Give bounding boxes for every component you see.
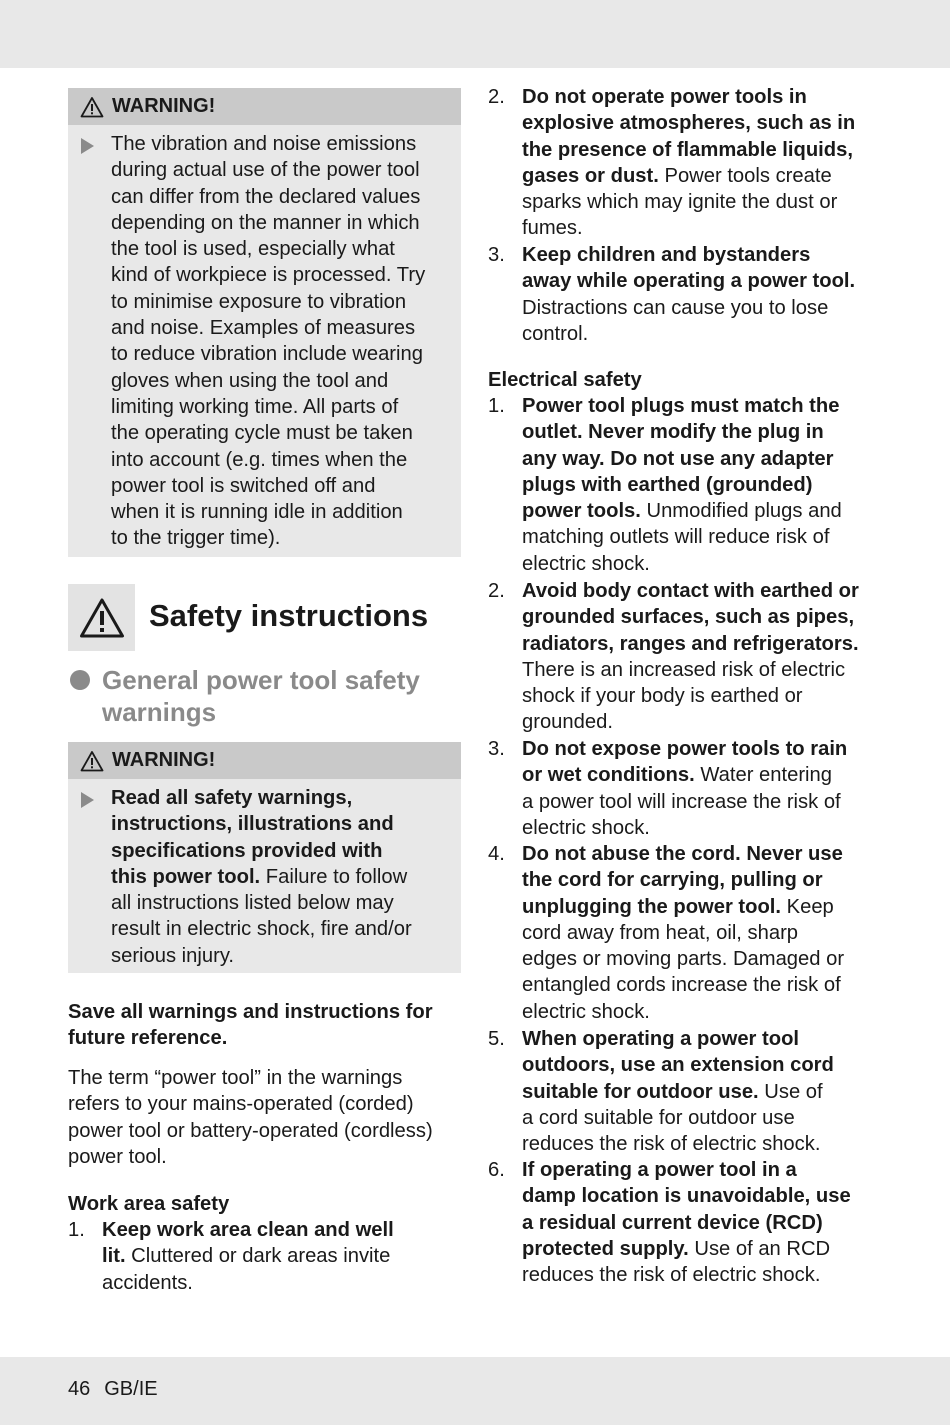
text-line: into account (e.g. times when the: [111, 448, 408, 471]
section-icon-box: [68, 584, 135, 651]
text-line: all instructions listed below may: [111, 892, 394, 915]
text-line: any way. Do not use any adapter: [522, 447, 834, 470]
text-line: [522, 163, 892, 189]
text-line: explosive atmospheres, such as in: [522, 112, 856, 135]
item-number: 1.: [488, 395, 505, 417]
text-line: specifications provided with: [111, 839, 383, 862]
text-line: plugs with earthed (grounded): [522, 473, 813, 496]
text-line: a cord suitable for outdoor use: [522, 1106, 795, 1129]
text-line: the presence of flammable liquids,: [522, 138, 853, 161]
text-line: instructions, illustrations and: [111, 813, 394, 836]
normal-span: Water entering: [694, 764, 832, 787]
text-line: future reference.: [68, 1027, 228, 1050]
text-line: matching outlets will reduce risk of: [522, 526, 830, 549]
text-line: Do not expose power tools to rain: [522, 738, 848, 760]
text-line: and noise. Examples of measures: [111, 317, 416, 340]
text-line: the tool is used, especially what: [111, 238, 395, 261]
warning-label: WARNING!: [112, 95, 216, 117]
text-line: Avoid body contact with earthed or: [522, 580, 859, 602]
subsection-title-line: General power tool safety: [102, 665, 420, 695]
warning-triangle-icon: [80, 750, 104, 772]
item-content: [522, 841, 892, 1025]
text-line: refers to your mains-operated (corded): [68, 1093, 414, 1116]
normal-span: Failure to follow: [260, 865, 408, 888]
text-line: the operating cycle must be taken: [111, 422, 413, 445]
text-line: to the trigger time).: [111, 527, 281, 550]
warning-text: [111, 131, 451, 552]
text-line: [522, 498, 892, 524]
item-number: 2.: [488, 86, 505, 108]
text-line: Keep children and bystanders: [522, 244, 811, 266]
bold-span: this power tool.: [111, 865, 261, 888]
text-line: Distractions can cause you to lose: [522, 296, 829, 319]
text-line: sparks which may ignite the dust or: [522, 191, 838, 214]
text-line: electric shock.: [522, 816, 650, 839]
item-content: [522, 393, 892, 577]
text-line: power tool is switched off and: [111, 474, 376, 497]
normal-span: Keep: [781, 895, 834, 918]
item-content: [522, 1026, 892, 1157]
item-number: 2.: [488, 580, 505, 602]
text-line: power tool or battery-operated (cordless): [68, 1119, 433, 1142]
item-number: 3.: [488, 244, 505, 266]
text-line: electric shock.: [522, 552, 650, 575]
page-number: 46: [68, 1378, 91, 1400]
text-line: serious injury.: [111, 944, 235, 967]
item-content: [522, 242, 892, 347]
text-line: grounded surfaces, such as pipes,: [522, 606, 855, 629]
bold-span: or wet conditions.: [522, 764, 695, 787]
text-line: If operating a power tool in a: [522, 1159, 797, 1181]
subsection-title: [102, 664, 462, 728]
electrical-heading: Electrical safety: [488, 369, 642, 391]
text-line: cord away from heat, oil, sharp: [522, 921, 799, 944]
text-line: a power tool will increase the risk of: [522, 790, 841, 813]
item-number: 4.: [488, 843, 505, 865]
warning-body: [68, 779, 461, 975]
normal-span: Use of an RCD: [688, 1237, 831, 1260]
warning-header: [68, 742, 461, 779]
normal-span: Unmodified plugs and: [640, 500, 842, 523]
subsection-bullet-icon: [70, 670, 90, 690]
text-line: electric shock.: [522, 1000, 650, 1023]
item-number: 1.: [68, 1219, 85, 1241]
bold-span: power tools.: [522, 500, 641, 523]
text-line: outlet. Never modify the plug in: [522, 421, 824, 444]
bullet-arrow-icon: [81, 138, 94, 154]
normal-span: Use of: [758, 1080, 823, 1103]
text-line: The term “power tool” in the warnings: [68, 1067, 403, 1089]
warning-header: [68, 88, 461, 125]
locale-code: GB/IE: [104, 1378, 158, 1400]
footer: [68, 1378, 158, 1401]
work-area-heading: Work area safety: [68, 1193, 230, 1215]
subsection-title-line: warnings: [102, 697, 217, 727]
text-line: limiting working time. All parts of: [111, 395, 399, 418]
normal-span: Cluttered or dark areas invite: [125, 1245, 391, 1268]
text-line: shock if your body is earthed or: [522, 685, 803, 708]
item-content: [102, 1217, 394, 1296]
text-line: Keep work area clean and well: [102, 1219, 394, 1241]
text-line: reduces the risk of electric shock.: [522, 1264, 821, 1287]
text-line: [522, 1079, 892, 1105]
text-line: accidents.: [102, 1271, 193, 1294]
text-line: [522, 1236, 892, 1262]
text-line: the cord for carrying, pulling or: [522, 869, 823, 892]
warning-body: [68, 125, 461, 558]
vibration-warning-box: [68, 88, 461, 557]
text-line: edges or moving parts. Damaged or: [522, 948, 845, 971]
text-line: to minimise exposure to vibration: [111, 290, 407, 313]
text-line: Do not operate power tools in: [522, 86, 807, 108]
text-line: Power tool plugs must match the: [522, 395, 840, 417]
text-line: can differ from the declared values: [111, 185, 421, 208]
text-line: radiators, ranges and refrigerators.: [522, 632, 859, 655]
item-content: [522, 578, 892, 736]
item-number: 3.: [488, 738, 505, 760]
header-band: [0, 0, 950, 68]
text-line: reduces the risk of electric shock.: [522, 1133, 821, 1156]
bold-span: unplugging the power tool.: [522, 895, 782, 918]
text-line: [111, 864, 451, 890]
text-line: when it is running idle in addition: [111, 501, 403, 524]
item-number: 6.: [488, 1159, 505, 1181]
warning-triangle-icon: [80, 96, 104, 118]
text-line: grounded.: [522, 711, 613, 734]
section-title: Safety instructions: [149, 598, 429, 633]
text-line: entangled cords increase the risk of: [522, 974, 841, 997]
term-paragraph: [68, 1065, 433, 1170]
warning-triangle-icon: [79, 597, 125, 639]
bold-span: protected supply.: [522, 1237, 689, 1260]
text-line: during actual use of the power tool: [111, 159, 420, 182]
text-line: control.: [522, 322, 589, 345]
warning-label: WARNING!: [112, 749, 216, 771]
bullet-arrow-icon: [81, 792, 94, 808]
text-line: gloves when using the tool and: [111, 369, 389, 392]
text-line: depending on the manner in which: [111, 211, 420, 234]
text-line: Save all warnings and instructions for: [68, 1001, 433, 1023]
text-line: Read all safety warnings,: [111, 787, 353, 809]
item-content: [522, 736, 892, 841]
text-line: a residual current device (RCD): [522, 1211, 823, 1234]
text-line: [522, 762, 892, 788]
text-line: outdoors, use an extension cord: [522, 1054, 834, 1077]
bold-span: lit.: [102, 1245, 126, 1268]
text-line: result in electric shock, fire and/or: [111, 918, 412, 941]
item-content: [522, 1157, 892, 1288]
text-line: power tool.: [68, 1145, 167, 1168]
text-line: [522, 894, 892, 920]
item-content: [522, 84, 892, 242]
text-line: kind of workpiece is processed. Try: [111, 264, 426, 287]
text-line: There is an increased risk of electric: [522, 658, 846, 681]
item-number: 5.: [488, 1028, 505, 1050]
bold-span: suitable for outdoor use.: [522, 1080, 759, 1103]
normal-span: Power tools create: [658, 164, 832, 187]
text-line: fumes.: [522, 217, 583, 240]
text-line: to reduce vibration include wearing: [111, 343, 423, 366]
text-line: Do not abuse the cord. Never use: [522, 843, 843, 865]
read-warnings-box: [68, 742, 461, 973]
bold-span: gases or dust.: [522, 164, 659, 187]
text-line: away while operating a power tool.: [522, 270, 856, 293]
text-line: damp location is unavoidable, use: [522, 1185, 851, 1208]
warning-text: [111, 785, 451, 969]
text-line: The vibration and noise emissions: [111, 133, 417, 155]
save-note: [68, 999, 433, 1052]
text-line: When operating a power tool: [522, 1028, 800, 1050]
text-line: [102, 1243, 394, 1269]
